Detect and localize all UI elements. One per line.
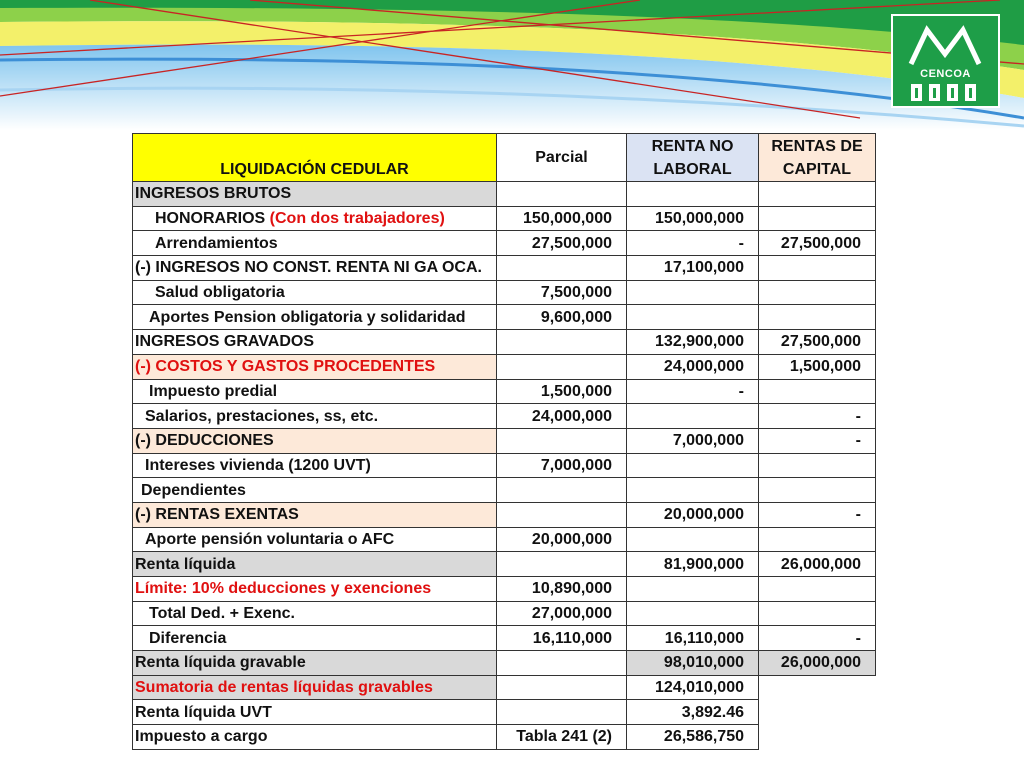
row-label bbox=[133, 330, 497, 355]
row-label bbox=[133, 725, 497, 750]
cell-parcial: 7,000,000 bbox=[497, 453, 627, 478]
cencoa-mountain-logo-icon bbox=[893, 16, 998, 106]
row-label-text: (-) RENTAS EXENTAS bbox=[135, 506, 299, 524]
cell-parcial: 27,500,000 bbox=[497, 231, 627, 256]
cell-renta-no-laboral: 124,010,000 bbox=[627, 675, 759, 700]
row-label bbox=[133, 626, 497, 651]
cell-parcial: 20,000,000 bbox=[497, 527, 627, 552]
row-label bbox=[133, 552, 497, 577]
cell-parcial bbox=[497, 651, 627, 676]
cell-renta-no-laboral: 7,000,000 bbox=[627, 428, 759, 453]
table-row bbox=[133, 453, 876, 478]
row-label-text: INGRESOS GRAVADOS bbox=[135, 333, 314, 351]
table-row bbox=[133, 675, 876, 700]
table-header-row bbox=[133, 134, 876, 182]
cell-rentas-capital bbox=[759, 379, 876, 404]
row-label bbox=[133, 675, 497, 700]
table-row bbox=[133, 700, 876, 725]
header-renta-no-laboral: RENTA NO LABORAL bbox=[627, 134, 759, 182]
row-label bbox=[133, 502, 497, 527]
cell-parcial bbox=[497, 354, 627, 379]
table-row bbox=[133, 428, 876, 453]
cell-renta-no-laboral bbox=[627, 305, 759, 330]
table-row bbox=[133, 626, 876, 651]
row-label bbox=[133, 577, 497, 602]
cell-renta-no-laboral bbox=[627, 601, 759, 626]
cell-renta-no-laboral bbox=[627, 527, 759, 552]
row-label-text: Aporte pensión voluntaria o AFC bbox=[145, 530, 395, 548]
cell-renta-no-laboral: 26,586,750 bbox=[627, 725, 759, 750]
cell-parcial: 10,890,000 bbox=[497, 577, 627, 602]
row-label bbox=[133, 182, 497, 207]
row-label bbox=[133, 354, 497, 379]
cell-renta-no-laboral: 3,892.46 bbox=[627, 700, 759, 725]
row-label-text: Renta líquida gravable bbox=[135, 654, 306, 672]
cell-renta-no-laboral bbox=[627, 453, 759, 478]
row-label-text: Límite: 10% deducciones y exenciones bbox=[135, 580, 432, 598]
cell-renta-no-laboral bbox=[627, 182, 759, 207]
table-row bbox=[133, 651, 876, 676]
cell-renta-no-laboral bbox=[627, 280, 759, 305]
table-row bbox=[133, 231, 876, 256]
cell-parcial: 1,500,000 bbox=[497, 379, 627, 404]
cell-rentas-capital bbox=[759, 527, 876, 552]
row-label bbox=[133, 231, 497, 256]
cell-renta-no-laboral bbox=[627, 577, 759, 602]
cell-parcial: 9,600,000 bbox=[497, 305, 627, 330]
cell-parcial: 27,000,000 bbox=[497, 601, 627, 626]
table-row bbox=[133, 725, 876, 750]
cell-parcial: 16,110,000 bbox=[497, 626, 627, 651]
row-label-text: (-) COSTOS Y GASTOS PROCEDENTES bbox=[135, 358, 436, 376]
cell-parcial bbox=[497, 256, 627, 281]
logo-text: CENCOA bbox=[920, 68, 971, 80]
cell-rentas-capital: - bbox=[759, 502, 876, 527]
row-label-text: Salarios, prestaciones, ss, etc. bbox=[145, 407, 379, 425]
row-label-text: Total Ded. + Exenc. bbox=[149, 605, 295, 623]
row-label-text: Sumatoria de rentas líquidas gravables bbox=[135, 679, 433, 697]
table-row bbox=[133, 478, 876, 503]
cell-parcial: 150,000,000 bbox=[497, 206, 627, 231]
cell-rentas-capital: 26,000,000 bbox=[759, 552, 876, 577]
table-row bbox=[133, 502, 876, 527]
cell-rentas-capital: - bbox=[759, 626, 876, 651]
table-row bbox=[133, 256, 876, 281]
table-row bbox=[133, 527, 876, 552]
cell-renta-no-laboral: 16,110,000 bbox=[627, 626, 759, 651]
cell-rentas-capital bbox=[759, 577, 876, 602]
cell-rentas-capital bbox=[759, 478, 876, 503]
row-label bbox=[133, 700, 497, 725]
cell-rentas-capital bbox=[759, 675, 876, 700]
row-label bbox=[133, 206, 497, 231]
row-label bbox=[133, 601, 497, 626]
cell-rentas-capital bbox=[759, 206, 876, 231]
cell-rentas-capital bbox=[759, 700, 876, 725]
row-label bbox=[133, 527, 497, 552]
row-label-text: Impuesto predial bbox=[149, 382, 278, 400]
row-label-text: Dependientes bbox=[141, 481, 246, 499]
cell-parcial bbox=[497, 552, 627, 577]
cell-parcial bbox=[497, 502, 627, 527]
row-label-text: (-) INGRESOS NO CONST. RENTA NI GA OCA. bbox=[135, 259, 482, 277]
header-liquidacion-cedular: LIQUIDACIÓN CEDULAR bbox=[133, 134, 497, 182]
cell-renta-no-laboral: 81,900,000 bbox=[627, 552, 759, 577]
cell-renta-no-laboral: 24,000,000 bbox=[627, 354, 759, 379]
row-label-text: HONORARIOS bbox=[155, 210, 270, 228]
table-row bbox=[133, 280, 876, 305]
row-label bbox=[133, 453, 497, 478]
cell-renta-no-laboral: 17,100,000 bbox=[627, 256, 759, 281]
table-row bbox=[133, 354, 876, 379]
cell-rentas-capital: - bbox=[759, 428, 876, 453]
row-label-text: Renta líquida bbox=[135, 555, 236, 573]
row-label bbox=[133, 256, 497, 281]
cell-parcial bbox=[497, 478, 627, 503]
cell-parcial bbox=[497, 700, 627, 725]
table-row bbox=[133, 206, 876, 231]
cell-rentas-capital: 27,500,000 bbox=[759, 231, 876, 256]
cell-rentas-capital bbox=[759, 453, 876, 478]
row-label-text: Renta líquida UVT bbox=[135, 703, 272, 721]
table-row bbox=[133, 552, 876, 577]
table-row bbox=[133, 330, 876, 355]
table-row bbox=[133, 379, 876, 404]
cell-renta-no-laboral: - bbox=[627, 379, 759, 404]
cell-rentas-capital bbox=[759, 601, 876, 626]
cell-rentas-capital bbox=[759, 256, 876, 281]
liquidacion-cedular-table bbox=[132, 133, 876, 750]
cell-renta-no-laboral: 150,000,000 bbox=[627, 206, 759, 231]
row-label bbox=[133, 280, 497, 305]
row-label-note: (Con dos trabajadores) bbox=[269, 210, 445, 228]
cell-rentas-capital bbox=[759, 725, 876, 750]
cell-renta-no-laboral bbox=[627, 404, 759, 429]
table-row bbox=[133, 404, 876, 429]
row-label-text: Diferencia bbox=[149, 629, 227, 647]
cell-rentas-capital bbox=[759, 305, 876, 330]
table-row bbox=[133, 182, 876, 207]
cell-rentas-capital: 26,000,000 bbox=[759, 651, 876, 676]
row-label-text: Intereses vivienda (1200 UVT) bbox=[145, 456, 371, 474]
cell-parcial bbox=[497, 675, 627, 700]
row-label bbox=[133, 428, 497, 453]
row-label bbox=[133, 305, 497, 330]
cell-renta-no-laboral: - bbox=[627, 231, 759, 256]
cell-rentas-capital: - bbox=[759, 404, 876, 429]
header-rentas-capital: RENTAS DE CAPITAL bbox=[759, 134, 876, 182]
table-row bbox=[133, 601, 876, 626]
cell-rentas-capital bbox=[759, 182, 876, 207]
header-parcial: Parcial bbox=[497, 134, 627, 182]
row-label-text: (-) DEDUCCIONES bbox=[135, 432, 274, 450]
cell-parcial: 7,500,000 bbox=[497, 280, 627, 305]
row-label-text: Impuesto a cargo bbox=[135, 728, 268, 746]
table-row bbox=[133, 305, 876, 330]
table-row bbox=[133, 577, 876, 602]
cencoa-logo bbox=[891, 14, 1000, 108]
row-label bbox=[133, 478, 497, 503]
cell-rentas-capital bbox=[759, 280, 876, 305]
cell-renta-no-laboral bbox=[627, 478, 759, 503]
cell-rentas-capital: 1,500,000 bbox=[759, 354, 876, 379]
cell-parcial bbox=[497, 330, 627, 355]
cell-parcial: Tabla 241 (2) bbox=[497, 725, 627, 750]
row-label bbox=[133, 379, 497, 404]
header-banner bbox=[0, 0, 1024, 130]
cell-parcial bbox=[497, 182, 627, 207]
row-label-text: INGRESOS BRUTOS bbox=[135, 185, 292, 203]
cell-renta-no-laboral: 98,010,000 bbox=[627, 651, 759, 676]
row-label-text: Salud obligatoria bbox=[155, 284, 285, 302]
row-label-text: Aportes Pension obligatoria y solidaridad bbox=[149, 308, 466, 326]
row-label bbox=[133, 651, 497, 676]
cell-renta-no-laboral: 20,000,000 bbox=[627, 502, 759, 527]
cell-rentas-capital: 27,500,000 bbox=[759, 330, 876, 355]
row-label-text: Arrendamientos bbox=[155, 234, 278, 252]
cell-parcial bbox=[497, 428, 627, 453]
cell-parcial: 24,000,000 bbox=[497, 404, 627, 429]
cell-renta-no-laboral: 132,900,000 bbox=[627, 330, 759, 355]
row-label bbox=[133, 404, 497, 429]
